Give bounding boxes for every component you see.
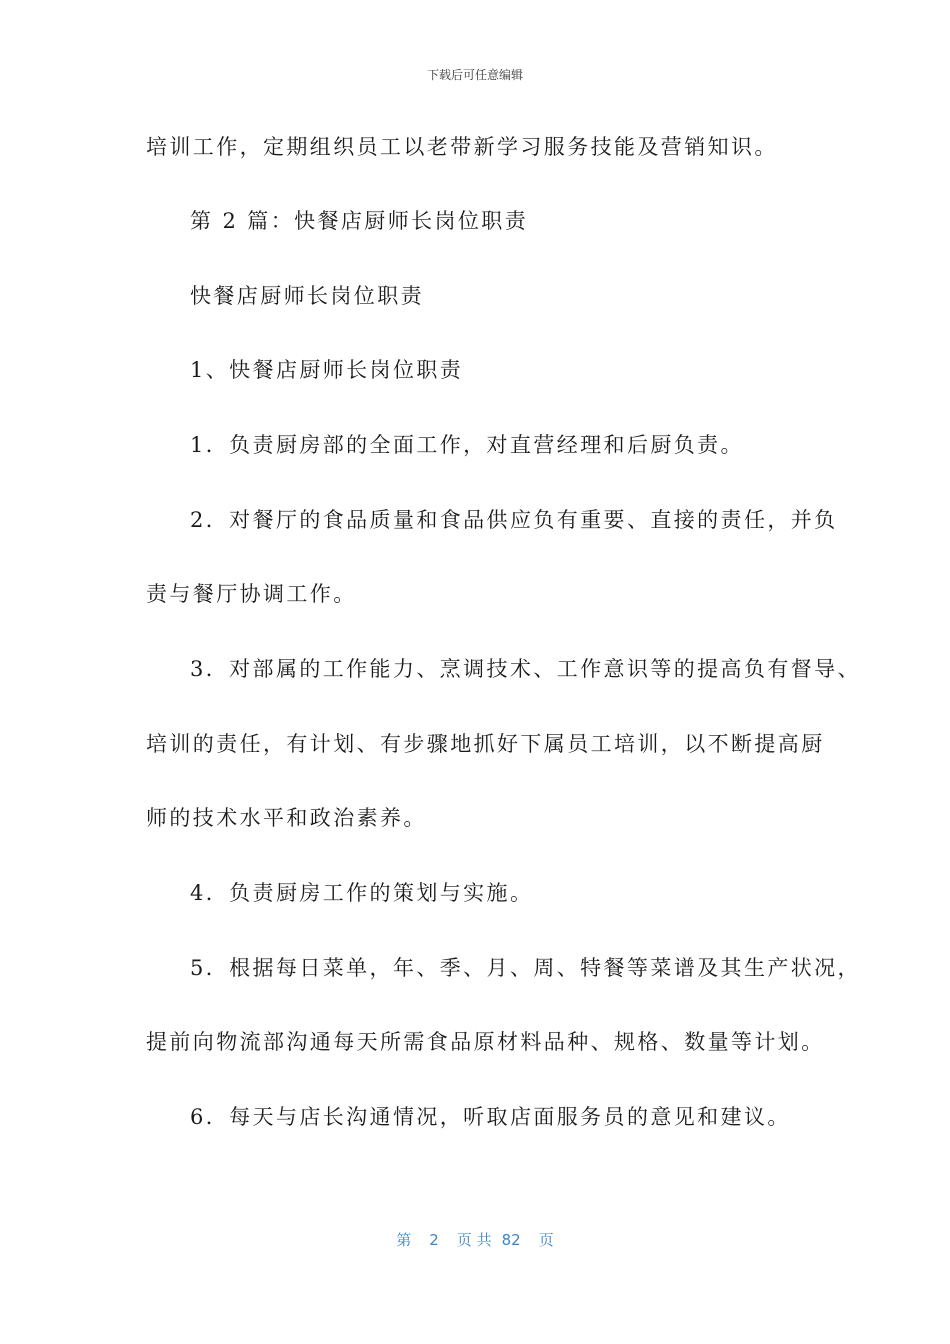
footer-current-page: 2 [429, 1231, 439, 1249]
list-item: 5．根据每日菜单，年、季、月、周、特餐等菜谱及其生产状况， [190, 956, 861, 980]
footer-total-pages: 82 [501, 1231, 521, 1249]
list-item: 2．对餐厅的食品质量和食品供应负有重要、直接的责任，并负 [190, 508, 838, 532]
list-item: 6．每天与店长沟通情况，听取店面服务员的意见和建议。 [190, 1105, 791, 1129]
section-heading: 第 2 篇：快餐店厨师长岗位职责 [190, 209, 529, 233]
footer-suffix: 页 [538, 1231, 554, 1249]
list-item: 1．负责厨房部的全面工作，对直营经理和后厨负责。 [190, 433, 744, 457]
footer-mid: 页 共 [456, 1231, 492, 1249]
list-item: 3．对部属的工作能力、烹调技术、工作意识等的提高负有督导、 [190, 657, 861, 681]
list-heading: 1、快餐店厨师长岗位职责 [190, 358, 464, 382]
body-line: 培训工作，定期组织员工以老带新学习服务技能及营销知识。 [146, 135, 778, 159]
list-item-continuation: 责与餐厅协调工作。 [146, 582, 357, 606]
footer-prefix: 第 [396, 1231, 412, 1249]
page-footer [0, 1229, 950, 1250]
list-item-continuation: 提前向物流部沟通每天所需食品原材料品种、规格、数量等计划。 [146, 1030, 825, 1054]
list-item: 4．负责厨房工作的策划与实施。 [190, 881, 534, 905]
page-header-note: 下载后可任意编辑 [426, 68, 523, 82]
list-item-continuation: 培训的责任，有计划、有步骤地抓好下属员工培训，以不断提高厨 [146, 732, 825, 756]
list-item-continuation: 师的技术水平和政治素养。 [146, 806, 427, 830]
subsection-heading: 快餐店厨师长岗位职责 [190, 284, 424, 308]
